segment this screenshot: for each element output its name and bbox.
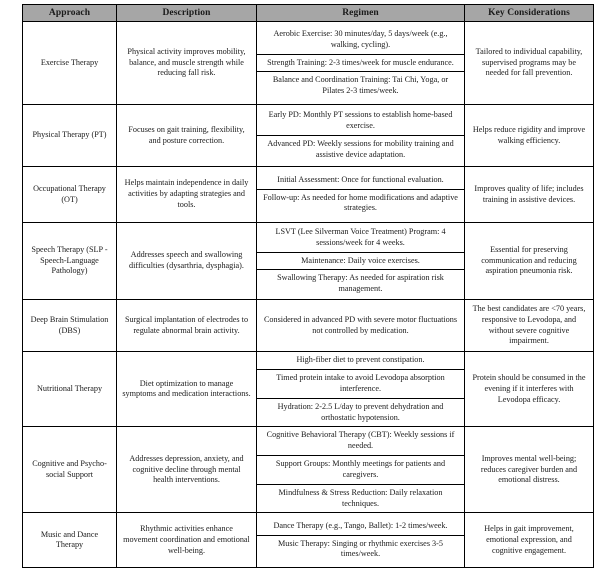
regimen-item: Considered in advanced PD with severe motor fluctuations not controlled by medication. [263,314,458,335]
regimen-item: Mindfulness & Stress Reduction: Daily relaxation techniques. [278,487,443,508]
cell-description: Helps maintain independence in daily activities by adapting strategies and tools. [117,167,257,223]
regimen-item: Follow-up: As needed for home modifications and adaptive strategies. [263,192,458,213]
cell-description: Focuses on gait training, flexibility, and posture correction. [117,105,257,167]
regimen-item: High-fiber diet to prevent constipation. [257,352,464,370]
cell-regimen [257,223,465,300]
header-row [23,5,594,22]
cell-key-considerations: The best candidates are <70 years, responsive to Levodopa, and without severe cognitive impairment. [465,300,594,352]
cell-approach: Music and Dance Therapy [23,513,117,568]
cell-description: Addresses speech and swallowing difficulties (dysarthria, dysphagia). [117,223,257,300]
column-header-description: Description [117,5,257,22]
cell-key-considerations: Tailored to individual capability, supervised programs may be needed for fall prevention. [465,22,594,105]
regimen-item: Swallowing Therapy: As needed for aspiration risk management. [277,273,444,294]
cell-regimen [257,513,465,568]
cell-key-considerations: Helps reduce rigidity and improve walking efficiency. [465,105,594,167]
regimen-item: Music Therapy: Singing or rhythmic exercises 3-5 times/week. [278,538,443,559]
regimen-item: Support Groups: Monthly meetings for patients and caregivers. [257,456,464,485]
regimen-item: Hydration: 2-2.5 L/day to prevent dehydration and orthostatic hypotension. [277,401,444,422]
cell-regimen [257,22,465,105]
cell-key-considerations: Protein should be consumed in the evening if it interferes with Levodopa efficacy. [465,352,594,427]
regimen-item: Aerobic Exercise: 30 minutes/day, 5 days/week (e.g., walking, cycling). [257,26,464,55]
column-header-approach: Approach [23,5,117,22]
table-body [23,22,594,568]
table-row [23,427,594,513]
cell-description: Rhythmic activities enhance movement coordination and emotional well-being. [117,513,257,568]
table-row [23,22,594,105]
cell-description: Diet optimization to manage symptoms and medication interactions. [117,352,257,427]
cell-approach: Exercise Therapy [23,22,117,105]
regimen-item: Early PD: Monthly PT sessions to establish home-based exercise. [257,107,464,136]
cell-approach: Occupational Therapy (OT) [23,167,117,223]
regimen-item: Strength Training: 2-3 times/week for muscle endurance. [257,55,464,73]
cell-description: Physical activity improves mobility, balance, and muscle strength while reducing fall risk. [117,22,257,105]
regimen-item: Dance Therapy (e.g., Tango, Ballet): 1-2 times/week. [257,518,464,536]
cell-key-considerations: Improves mental well-being; reduces caregiver burden and emotional distress. [465,427,594,513]
table-row [23,105,594,167]
table-row [23,223,594,300]
regimen-item: Balance and Coordination Training: Tai Chi, Yoga, or Pilates 2-3 times/week. [272,75,449,96]
cell-approach: Physical Therapy (PT) [23,105,117,167]
regimen-item: Advanced PD: Weekly sessions for mobility training and assistive device adaptation. [267,139,454,159]
regimen-table [22,4,594,568]
cell-regimen [257,427,465,513]
regimen-item: Timed protein intake to avoid Levodopa absorption interference. [257,370,464,399]
column-header-key-considerations: Key Considerations [465,5,594,22]
column-header-regimen: Regimen [257,5,465,22]
cell-approach: Cognitive and Psycho-social Support [23,427,117,513]
table-header [23,5,594,22]
cell-approach: Nutritional Therapy [23,352,117,427]
cell-description: Surgical implantation of electrodes to regulate abnormal brain activity. [117,300,257,352]
cell-regimen [257,105,465,167]
cell-key-considerations: Improves quality of life; includes training in assistive devices. [465,167,594,223]
table-row [23,513,594,568]
regimen-item: Cognitive Behavioral Therapy (CBT): Weekly sessions if needed. [257,427,464,456]
cell-approach: Speech Therapy (SLP - Speech-Language Pathology) [23,223,117,300]
regimen-item: Initial Assessment: Once for functional evaluation. [257,172,464,190]
cell-key-considerations: Essential for preserving communication and reducing aspiration pneumonia risk. [465,223,594,300]
table-row [23,352,594,427]
table-row [23,300,594,352]
regimen-item: LSVT (Lee Silverman Voice Treatment) Program: 4 sessions/week for 4 weeks. [257,224,464,253]
cell-approach: Deep Brain Stimulation (DBS) [23,300,117,352]
cell-regimen [257,352,465,427]
table-row [23,167,594,223]
cell-regimen [257,167,465,223]
cell-key-considerations: Helps in gait improvement, emotional expression, and cognitive engagement. [465,513,594,568]
cell-description: Addresses depression, anxiety, and cognitive decline through mental health interventions. [117,427,257,513]
cell-regimen [257,300,465,352]
regimen-item: Maintenance: Daily voice exercises. [257,253,464,271]
